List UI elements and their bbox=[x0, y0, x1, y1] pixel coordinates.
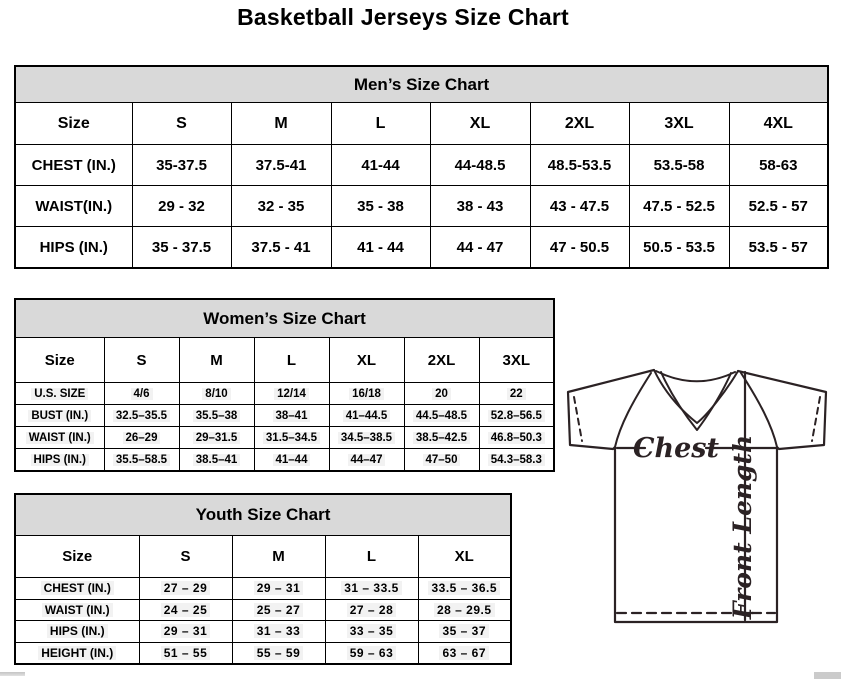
womens-size-table bbox=[14, 298, 555, 472]
size-cell: 41-44 bbox=[331, 145, 430, 186]
size-cell: 27 – 29 bbox=[139, 578, 232, 600]
column-header: M bbox=[231, 103, 331, 145]
column-header: S bbox=[104, 338, 179, 383]
size-cell: 35 - 37.5 bbox=[132, 227, 231, 269]
table-title: Women’s Size Chart bbox=[15, 299, 554, 338]
size-cell: 16/18 bbox=[329, 383, 404, 405]
size-cell: 29–31.5 bbox=[179, 427, 254, 449]
column-header: XL bbox=[430, 103, 530, 145]
size-cell: 29 – 31 bbox=[139, 621, 232, 643]
table-row bbox=[15, 642, 511, 664]
size-cell: 22 bbox=[479, 383, 554, 405]
size-cell: 26–29 bbox=[104, 427, 179, 449]
size-cell: 38–41 bbox=[254, 405, 329, 427]
row-label: WAIST (IN.) bbox=[15, 427, 104, 449]
size-cell: 47.5 - 52.5 bbox=[629, 186, 729, 227]
page-title: Basketball Jerseys Size Chart bbox=[237, 4, 569, 30]
column-header: 4XL bbox=[729, 103, 828, 145]
size-cell: 55 – 59 bbox=[232, 642, 325, 664]
size-cell: 53.5 - 57 bbox=[729, 227, 828, 269]
jersey-cuff-dashed-right bbox=[812, 397, 820, 441]
column-header: M bbox=[179, 338, 254, 383]
table-row bbox=[15, 578, 511, 600]
jersey-diagram bbox=[557, 357, 842, 632]
row-label: HIPS (IN.) bbox=[15, 227, 132, 269]
size-cell: 41 - 44 bbox=[331, 227, 430, 269]
size-cell: 38 - 43 bbox=[430, 186, 530, 227]
table-row bbox=[15, 449, 554, 472]
size-cell: 25 – 27 bbox=[232, 599, 325, 621]
chest-label: Chest bbox=[633, 433, 719, 464]
table-title: Youth Size Chart bbox=[15, 494, 511, 536]
size-cell: 52.5 - 57 bbox=[729, 186, 828, 227]
size-cell: 58-63 bbox=[729, 145, 828, 186]
size-cell: 37.5-41 bbox=[231, 145, 331, 186]
size-cell: 43 - 47.5 bbox=[530, 186, 629, 227]
size-header-label: Size bbox=[15, 103, 132, 145]
row-label: U.S. SIZE bbox=[15, 383, 104, 405]
size-cell: 35 – 37 bbox=[418, 621, 511, 643]
size-cell: 35 - 38 bbox=[331, 186, 430, 227]
size-cell: 53.5-58 bbox=[629, 145, 729, 186]
table-title: Men’s Size Chart bbox=[15, 66, 828, 103]
size-cell: 50.5 - 53.5 bbox=[629, 227, 729, 269]
size-cell: 38.5–41 bbox=[179, 449, 254, 472]
row-label: WAIST (IN.) bbox=[15, 599, 139, 621]
size-cell: 20 bbox=[404, 383, 479, 405]
row-label: CHEST (IN.) bbox=[15, 578, 139, 600]
size-cell: 8/10 bbox=[179, 383, 254, 405]
jersey-cuff-dashed-left bbox=[574, 397, 582, 441]
size-cell: 34.5–38.5 bbox=[329, 427, 404, 449]
table-row bbox=[15, 405, 554, 427]
size-cell: 47 - 50.5 bbox=[530, 227, 629, 269]
jersey-illustration-svg bbox=[557, 357, 842, 632]
size-cell: 4/6 bbox=[104, 383, 179, 405]
table-row bbox=[15, 621, 511, 643]
row-label: HEIGHT (IN.) bbox=[15, 642, 139, 664]
size-cell: 33.5 – 36.5 bbox=[418, 578, 511, 600]
size-cell: 63 – 67 bbox=[418, 642, 511, 664]
size-cell: 29 - 32 bbox=[132, 186, 231, 227]
column-header: S bbox=[139, 536, 232, 578]
table-row bbox=[15, 599, 511, 621]
size-cell: 35-37.5 bbox=[132, 145, 231, 186]
size-cell: 32 - 35 bbox=[231, 186, 331, 227]
table-row bbox=[15, 227, 828, 269]
mens-size-table bbox=[14, 65, 829, 269]
size-cell: 31 – 33.5 bbox=[325, 578, 418, 600]
size-header-label: Size bbox=[15, 338, 104, 383]
column-header: 2XL bbox=[404, 338, 479, 383]
size-cell: 52.8–56.5 bbox=[479, 405, 554, 427]
size-cell: 28 – 29.5 bbox=[418, 599, 511, 621]
size-cell: 44–47 bbox=[329, 449, 404, 472]
size-header-label: Size bbox=[15, 536, 139, 578]
size-cell: 35.5–58.5 bbox=[104, 449, 179, 472]
table-row bbox=[15, 186, 828, 227]
jersey-outline bbox=[568, 370, 826, 622]
jersey-collar-outer bbox=[654, 370, 738, 423]
size-cell: 38.5–42.5 bbox=[404, 427, 479, 449]
size-cell: 29 – 31 bbox=[232, 578, 325, 600]
size-cell: 44 - 47 bbox=[430, 227, 530, 269]
column-header: M bbox=[232, 536, 325, 578]
scrollbar-fragment-right[interactable] bbox=[814, 672, 841, 679]
scrollbar-fragment-left[interactable] bbox=[0, 672, 25, 676]
column-header: 3XL bbox=[479, 338, 554, 383]
table-row bbox=[15, 145, 828, 186]
table-row bbox=[15, 427, 554, 449]
size-cell: 44-48.5 bbox=[430, 145, 530, 186]
column-header: L bbox=[331, 103, 430, 145]
size-cell: 41–44.5 bbox=[329, 405, 404, 427]
size-cell: 32.5–35.5 bbox=[104, 405, 179, 427]
column-header: XL bbox=[418, 536, 511, 578]
size-cell: 46.8–50.3 bbox=[479, 427, 554, 449]
size-cell: 41–44 bbox=[254, 449, 329, 472]
column-header: L bbox=[254, 338, 329, 383]
size-cell: 51 – 55 bbox=[139, 642, 232, 664]
size-cell: 35.5–38 bbox=[179, 405, 254, 427]
column-header: XL bbox=[329, 338, 404, 383]
size-cell: 47–50 bbox=[404, 449, 479, 472]
size-cell: 59 – 63 bbox=[325, 642, 418, 664]
jersey-collar-back bbox=[656, 371, 735, 381]
column-header: 2XL bbox=[530, 103, 629, 145]
size-cell: 24 – 25 bbox=[139, 599, 232, 621]
row-label: HIPS (IN.) bbox=[15, 621, 139, 643]
column-header: L bbox=[325, 536, 418, 578]
size-cell: 33 – 35 bbox=[325, 621, 418, 643]
size-cell: 31 – 33 bbox=[232, 621, 325, 643]
size-cell: 44.5–48.5 bbox=[404, 405, 479, 427]
table-row bbox=[15, 383, 554, 405]
row-label: WAIST(IN.) bbox=[15, 186, 132, 227]
size-cell: 54.3–58.3 bbox=[479, 449, 554, 472]
youth-size-table bbox=[14, 493, 512, 665]
front-length-label: Front Length bbox=[728, 434, 757, 620]
size-cell: 12/14 bbox=[254, 383, 329, 405]
column-header: S bbox=[132, 103, 231, 145]
size-cell: 37.5 - 41 bbox=[231, 227, 331, 269]
size-cell: 48.5-53.5 bbox=[530, 145, 629, 186]
row-label: CHEST (IN.) bbox=[15, 145, 132, 186]
size-cell: 31.5–34.5 bbox=[254, 427, 329, 449]
row-label: BUST (IN.) bbox=[15, 405, 104, 427]
row-label: HIPS (IN.) bbox=[15, 449, 104, 472]
size-cell: 27 – 28 bbox=[325, 599, 418, 621]
column-header: 3XL bbox=[629, 103, 729, 145]
